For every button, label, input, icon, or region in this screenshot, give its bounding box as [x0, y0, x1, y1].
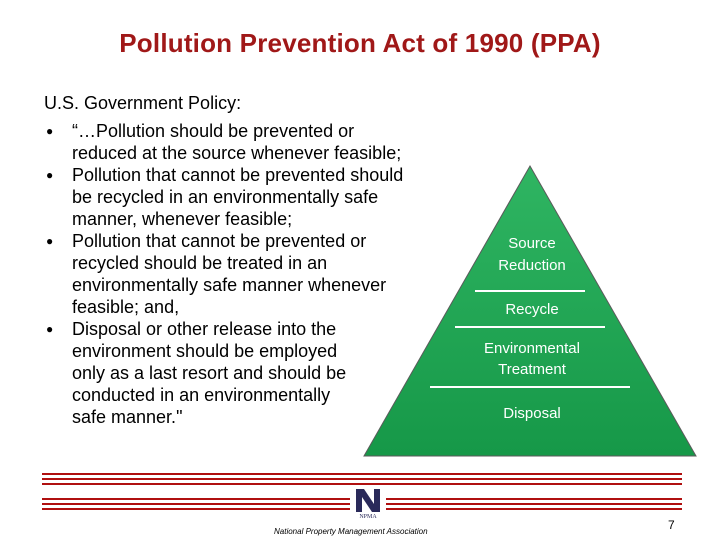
slide-title: Pollution Prevention Act of 1990 (PPA) [119, 28, 601, 58]
pyramid-label-disposal: Disposal [503, 405, 561, 422]
npma-logo-icon [350, 486, 386, 520]
footer-organization: National Property Management Association [274, 527, 428, 536]
bullet-line: be recycled in an environmentally safe [72, 187, 379, 207]
bullet-line: only as a last resort and should be [72, 363, 347, 383]
bullet-line: safe manner." [72, 407, 183, 427]
bullet-dot-icon: ● [46, 124, 54, 138]
bullet-line: Pollution that cannot be prevented should [72, 165, 404, 185]
pyramid-label-recycle: Recycle [505, 301, 559, 318]
bullet-line: Disposal or other release into the [72, 319, 337, 339]
pyramid-label-source: Source [508, 235, 556, 252]
bullet-line: recycled should be treated in an [72, 253, 328, 273]
svg-text:NPMA: NPMA [359, 514, 377, 520]
bullet-dot-icon: ● [46, 322, 54, 336]
bullet-line: manner, whenever feasible; [72, 209, 293, 229]
bullet-line: “…Pollution should be prevented or [72, 121, 355, 141]
bullet-line: conducted in an environmentally [72, 385, 331, 405]
pyramid-label-environmental: Environmental [484, 340, 580, 357]
bullet-dot-icon: ● [46, 168, 54, 182]
bullet-line: environmentally safe manner whenever [72, 275, 387, 295]
bullet-line: Pollution that cannot be prevented or [72, 231, 367, 251]
page-number: 7 [668, 518, 675, 532]
bullet-line: feasible; and, [72, 297, 180, 317]
subtitle: U.S. Government Policy: [44, 93, 242, 113]
pyramid-label-reduction: Reduction [498, 257, 566, 274]
bullet-dot-icon: ● [46, 234, 54, 248]
bullet-line: reduced at the source whenever feasible; [72, 143, 402, 163]
pyramid-label-treatment: Treatment [498, 361, 566, 378]
bullet-line: environment should be employed [72, 341, 338, 361]
